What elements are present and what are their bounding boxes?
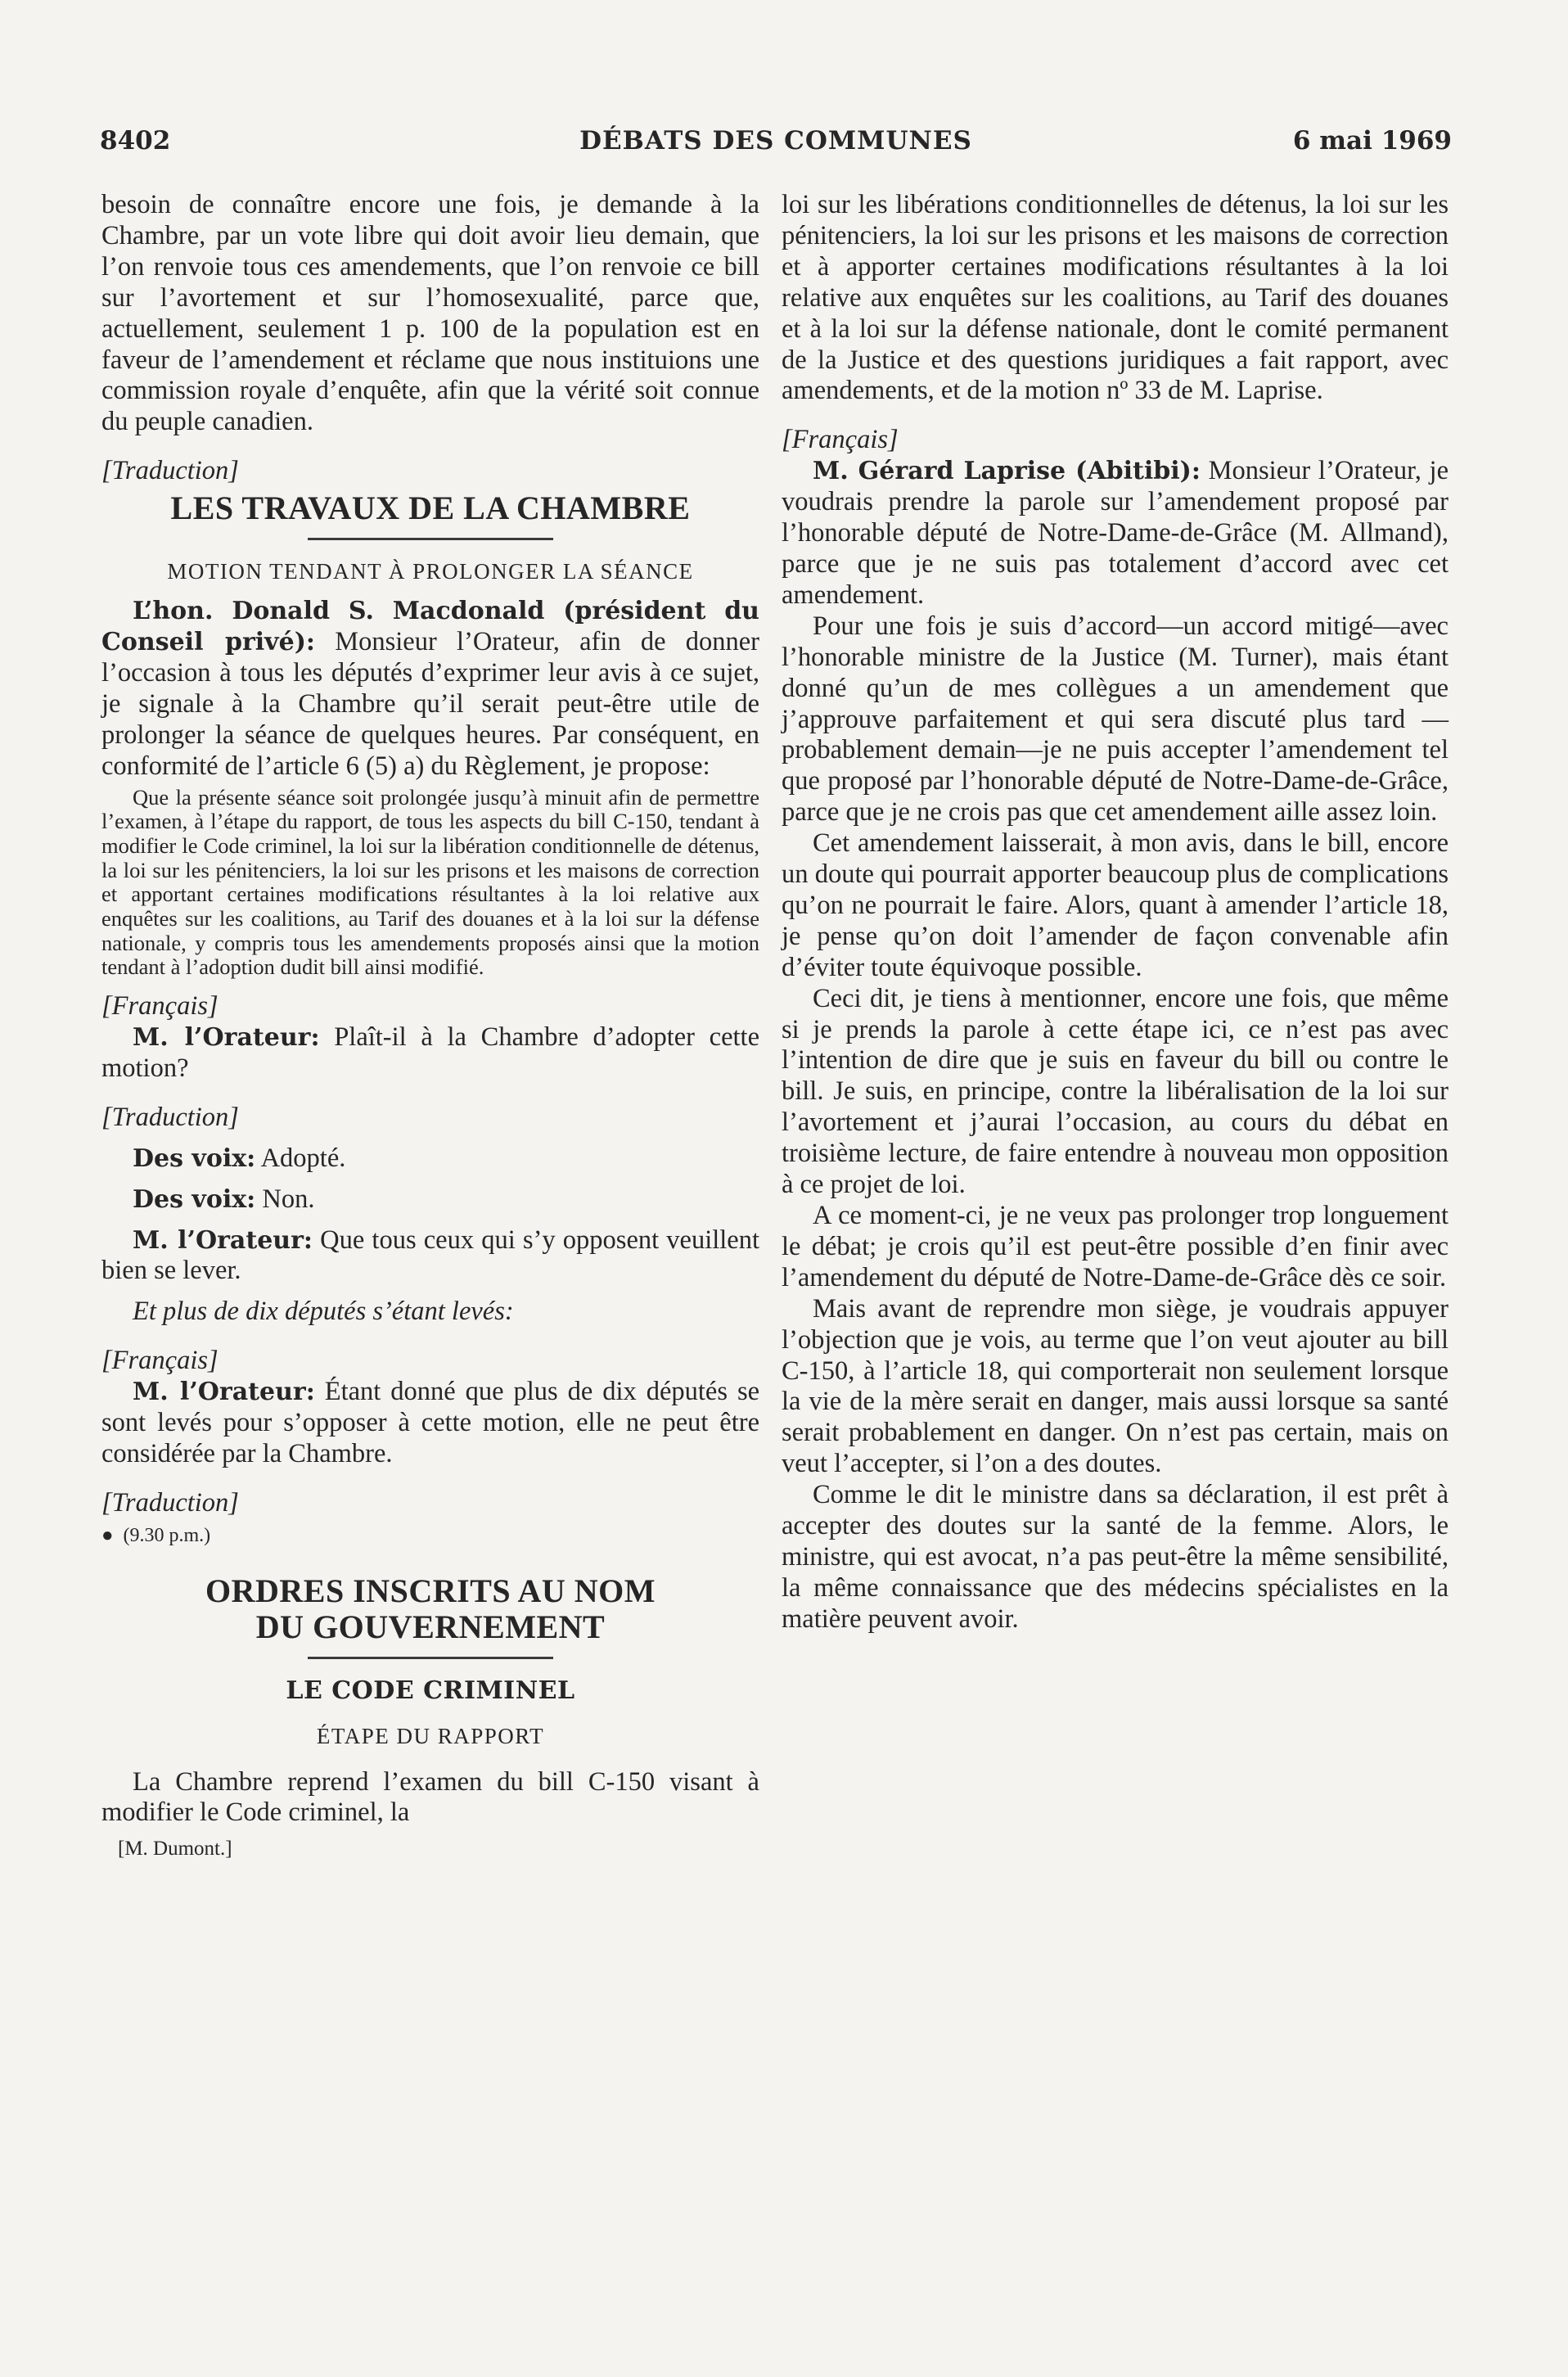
section-heading: ORDRES INSCRITS AU NOM DU GOUVERNEMENT: [205, 1572, 656, 1645]
section-heading: LES TRAVAUX DE LA CHAMBRE: [170, 489, 691, 527]
speaker-name: M. l’Orateur:: [133, 1378, 315, 1407]
paragraph: Comme le dit le ministre dans sa déclaration, il est prêt à accepter des doutes sur la santé de la femme. Alors, le ministre, qui est avocat, n’a pas peut-être la même sensibilité, la même connaissance que des médecins spécialistes en la matière peuvent avoir.: [782, 1480, 1449, 1634]
left-column: [101, 190, 759, 1865]
speaker-name: M. Gérard Laprise (Abitibi):: [813, 457, 1201, 486]
speech-text: Adopté.: [260, 1143, 346, 1173]
speaker-name: Des voix:: [133, 1184, 256, 1214]
language-tag: [Français]: [101, 991, 219, 1022]
right-column: [782, 190, 1449, 1635]
language-tag: [Français]: [782, 425, 899, 455]
page-header: [100, 123, 1452, 164]
speaker-name: M. l’Orateur:: [133, 1225, 313, 1255]
speech-paragraph: [101, 1022, 759, 1085]
language-tag: [Traduction]: [101, 456, 239, 486]
speech-text: Que tous ceux qui s’y opposent veuillent bien se lever.: [101, 1225, 760, 1286]
speech-paragraph: [101, 1184, 759, 1216]
language-tag: [Traduction]: [101, 1102, 239, 1132]
paragraph: La Chambre reprend l’examen du bill C-150 visant à modifier le Code criminel, la: [101, 1766, 759, 1828]
speech-paragraph: [101, 1143, 759, 1175]
bill-heading: LE CODE CRIMINEL: [286, 1676, 575, 1705]
paragraph: A ce moment-ci, je ne veux pas prolonger trop longuement le débat; je crois qu’il est peut-être possible d’en finir avec l’amendement du député de Notre-Dame-de-Grâce dès ce soir.: [782, 1201, 1449, 1292]
paragraph: Ceci dit, je tiens à mentionner, encore une fois, que même si je prends la parole à cette étape ici, ce n’est pas avec l’intention de dire que je suis en faveur du bill ou contre le bill. Je suis, en principe, contre la libéralisation de la loi sur l’avortement et j’aurai l’occasion, au cours du débat en troisième lecture, de faire entendre à nouveau mon opposition à ce projet de loi.: [782, 983, 1449, 1200]
speaker-name: L’hon. Donald S. Macdonald (président du Conseil privé):: [101, 597, 759, 656]
page-number: 8402: [100, 126, 171, 156]
subheading: MOTION TENDANT À PROLONGER LA SÉANCE: [167, 559, 694, 584]
publication-title: DÉBATS DES COMMUNES: [579, 126, 972, 156]
speech-paragraph: [101, 1225, 759, 1288]
time-stamp: ● (9.30 p.m.): [101, 1524, 211, 1546]
speech-paragraph: [101, 1377, 759, 1470]
language-tag: [Français]: [101, 1346, 219, 1376]
speech-text: Monsieur l’Orateur, afin de donner l’occasion à tous les députés d’exprimer leur avis à ce sujet, je signale à la Chambre qu’il serait peut-être utile de prolonger la séance de quelques heures. Par conséquent, en conformité de l’article 6 (5) a) du Règlement, je propose:: [101, 626, 759, 781]
language-tag: [Traduction]: [101, 1487, 239, 1518]
divider: [308, 1657, 553, 1659]
speech-text: Plaît-il à la Chambre d’adopter cette motion?: [101, 1022, 760, 1083]
speaker-name: M. l’Orateur:: [133, 1023, 320, 1053]
divider: [308, 538, 553, 540]
paragraph: Cet amendement laisserait, à mon avis, dans le bill, encore un doute qui pourrait apporter beaucoup plus de complications qu’on ne pourrait le faire. Alors, quant à amender l’article 18, je pense qu’on doit l’amender de façon convenable afin d’éviter toute équivoque possible.: [782, 828, 1449, 982]
paragraph: Mais avant de reprendre mon siège, je voudrais appuyer l’objection que je vois, au terme que l’on veut ajouter au bill C-150, à l’article 18, qui comporterait non seulement lorsque la vie de la mère serait en danger, mais aussi lorsque sa santé serait probablement en danger. On n’est pas certain, mais on veut l’accepter, si l’on a des doutes.: [782, 1293, 1449, 1479]
paragraph: besoin de connaître encore une fois, je demande à la Chambre, par un vote libre qui doit avoir lieu demain, que l’on renvoie tous ces amendements, que l’on renvoie ce bill sur l’avortement et sur l’homosexualité, parce que, actuellement, seulement 1 p. 100 de la population est en faveur de l’amendement et réclame que nous instituions une commission royale d’enquête, afin que la vérité soit connue du peuple canadien.: [101, 190, 759, 437]
speech-text: Non.: [262, 1184, 315, 1214]
speech-paragraph: [782, 456, 1449, 611]
speech-paragraph: [101, 596, 759, 782]
speech-text: Étant donné que plus de dix députés se sont levés pour s’opposer à cette motion, elle ne peut être considérée par la Chambre.: [101, 1377, 760, 1468]
stage-direction: Et plus de dix députés s’étant levés:: [133, 1297, 514, 1327]
paragraph: Pour une fois je suis d’accord—un accord mitigé—avec l’honorable ministre de la Justice (M. Turner), mais étant donné qu’un de mes collègues a un amendement que j’approuve parfaitement et qui sera discuté plus tard —probablement demain—je ne puis accepter l’amendement tel que proposé par l’honorable député de Notre-Dame-de-Grâce, parce que je ne crois pas que cet amendement aille assez loin.: [782, 611, 1449, 828]
paragraph: loi sur les libérations conditionnelles de détenus, la loi sur les pénitenciers, la loi sur les prisons et les maisons de correction et à apporter certaines modifications résultantes à la loi relative aux enquêtes sur les coalitions, au Tarif des douanes et à la loi sur la défense nationale, dont le comité permanent de la Justice et des questions juridiques a fait rapport, avec amendements, et de la motion nº 33 de M. Laprise.: [782, 190, 1449, 406]
speech-text: Monsieur l’Orateur, je voudrais prendre la parole sur l’amendement proposé par l’honorable député de Notre-Dame-de-Grâce (M. Allmand), parce que je ne suis pas totalement d’accord avec cet amendement.: [782, 456, 1449, 610]
issue-date: 6 mai 1969: [1292, 126, 1452, 156]
speaker-name: Des voix:: [133, 1143, 256, 1173]
motion-text: Que la présente séance soit prolongée jusqu’à minuit afin de permettre l’examen, à l’étape du rapport, de tous les aspects du bill C-150, tendant à modifier le Code criminel, la loi sur la libération conditionnelle de détenus, la loi sur les pénitenciers, la loi sur les prisons et les maisons de correction et apportant certaines modifications résultantes à la loi relative aux enquêtes sur les coalitions, au Tarif des douanes et à la loi sur la défense nationale, y compris tous les amendements proposés ainsi que la motion tendant à l’adoption dudit bill ainsi modifié.: [101, 784, 759, 980]
speaker-attribution: [M. Dumont.]: [118, 1838, 232, 1861]
subheading: ÉTAPE DU RAPPORT: [316, 1723, 545, 1748]
bullet-icon: ●: [101, 1524, 114, 1546]
